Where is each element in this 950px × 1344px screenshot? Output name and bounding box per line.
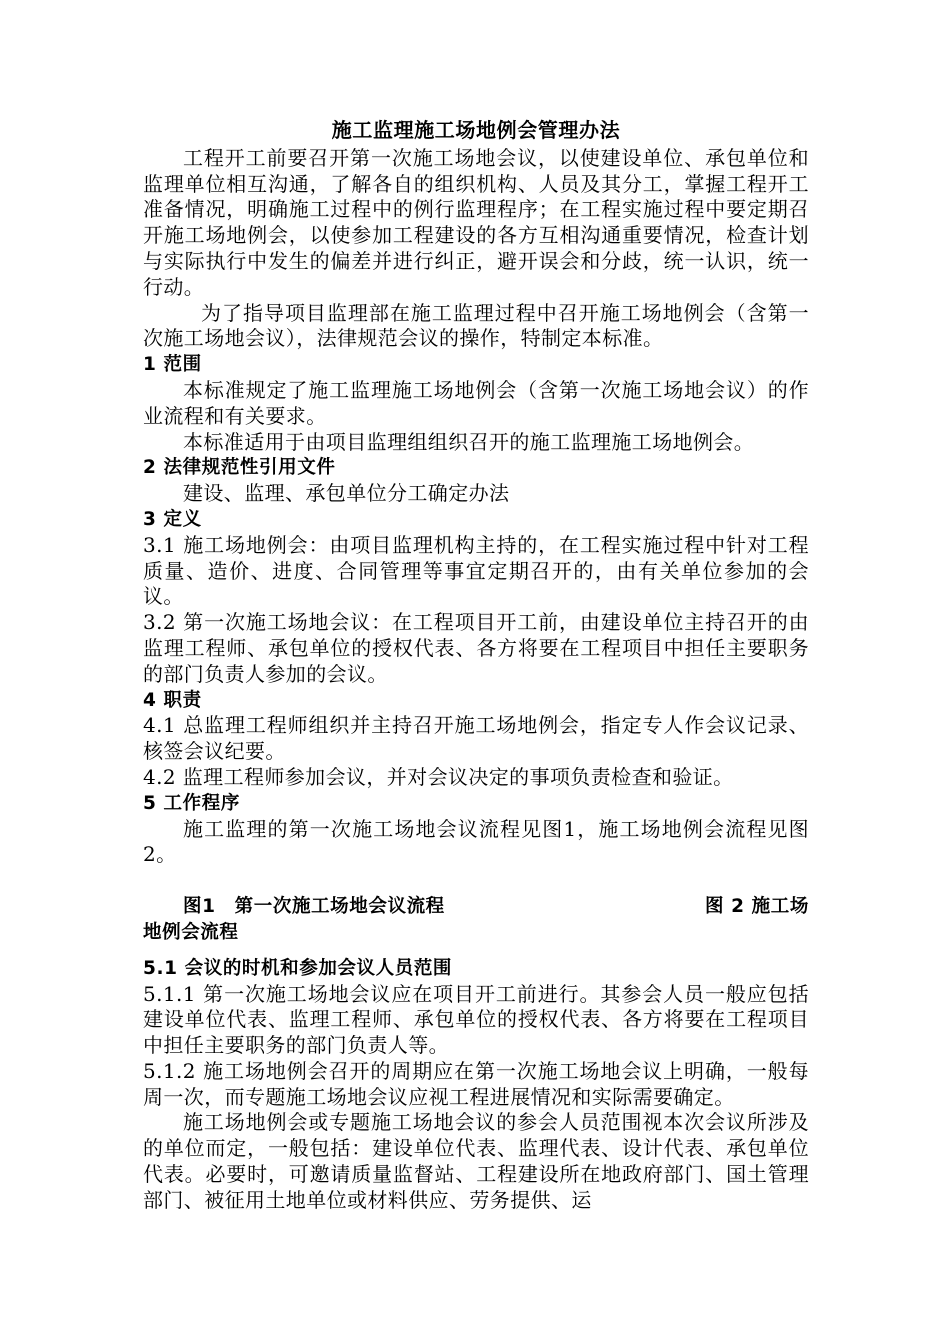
document-page	[143, 118, 809, 1214]
section-3-heading: 3 定义	[143, 508, 202, 530]
intro-paragraph-1: 工程开工前要召开第一次施工场地会议，以使建设单位、承包单位和监理单位相互沟通，了解各自的组织机构、人员及其分工，掌握工程开工准备情况，明确施工过程中的例行监理程序；在工程实施过程中要定期召开施工场地例会，以使参加工程建设的各方互相沟通重要情况，检查计划与实际执行中发生的偏差并进行纠正，避开误会和分歧，统一认识，统一行动。	[143, 145, 809, 299]
section-4-heading: 4 职责	[143, 689, 202, 711]
section-2-paragraph-1: 建设、监理、承包单位分工确定办法	[183, 481, 510, 506]
section-1-paragraph-1: 本标准规定了施工监理施工场地例会（含第一次施工场地会议）的作业流程和有关要求。	[143, 377, 809, 428]
section-5-1-paragraph: 施工场地例会或专题施工场地会议的参会人员范围视本次会议所涉及的单位而定，一般包括：建设单位代表、监理代表、设计代表、承包单位代表。必要时，可邀请质量监督站、工程建设所在地政府部门、国土管理部门、被征用土地单位或材料供应、劳务提供、运	[143, 1110, 809, 1212]
section-5-1-1: 5.1.1 第一次施工场地会议应在项目开工前进行。其参会人员一般应包括建设单位代表、监理工程师、承包单位的授权代表、各方将要在工程项目中担任主要职务的部门负责人等。	[143, 981, 809, 1058]
document-title: 施工监理施工场地例会管理办法	[331, 118, 621, 142]
section-3-2: 3.2 第一次施工场地会议：在工程项目开工前，由建设单位主持召开的由监理工程师、承包单位的授权代表、各方将要在工程项目中担任主要职务的部门负责人参加的会议。	[143, 610, 809, 686]
section-3-1: 3.1 施工场地例会：由项目监理机构主持的，在工程实施过程中针对工程质量、造价、进度、合同管理等事宜定期召开的，由有关单位参加的会议。	[143, 532, 809, 609]
section-5-paragraph-1: 施工监理的第一次施工场地会议流程见图1，施工场地例会流程见图2。	[143, 816, 809, 867]
section-2-heading: 2 法律规范性引用文件	[143, 457, 336, 479]
section-1-heading: 1 范围	[143, 354, 202, 376]
intro-paragraph-2: 为了指导项目监理部在施工监理过程中召开施工场地例会（含第一次施工场地会议），法律规范会议的操作，特制定本标准。	[143, 300, 809, 351]
figure-captions	[143, 894, 809, 946]
section-1-paragraph-2: 本标准适用于由项目监理组组织召开的施工监理施工场地例会。	[183, 429, 755, 454]
section-5-1-heading: 5.1 会议的时机和参加会议人员范围	[143, 957, 453, 979]
figure-1-caption: 图1 第一次施工场地会议流程	[183, 896, 445, 918]
section-5-1-2: 5.1.2 施工场地例会召开的周期应在第一次施工场地会议上明确，一般每周一次，而专题施工场地会议应视工程进展情况和实际需要确定。	[143, 1058, 809, 1109]
figure-2-caption-part-1: 图 2 施工场	[705, 896, 809, 918]
section-5-heading: 5 工作程序	[143, 792, 240, 814]
figure-2-caption-part-2: 地例会流程	[143, 921, 239, 943]
section-4-2: 4.2 监理工程师参加会议，并对会议决定的事项负责检查和验证。	[143, 764, 734, 789]
section-4-1: 4.1 总监理工程师组织并主持召开施工场地例会，指定专人作会议记录、核签会议纪要。	[143, 713, 809, 764]
